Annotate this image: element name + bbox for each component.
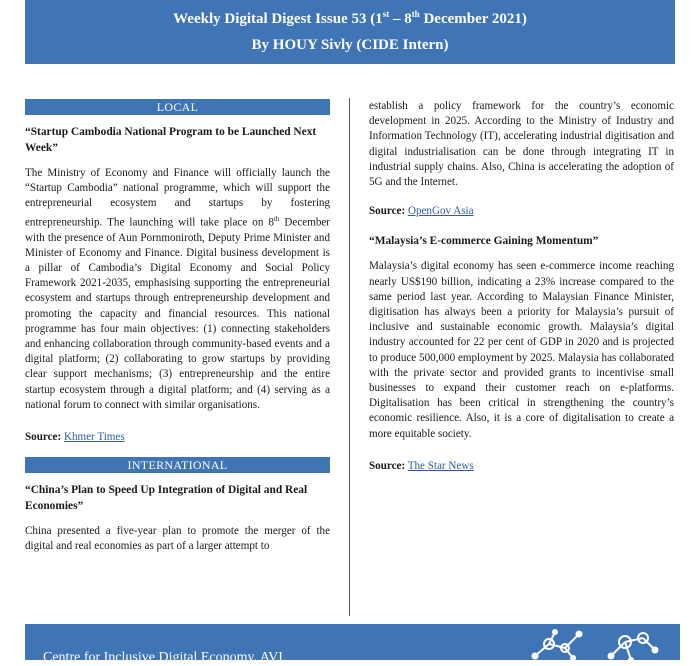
china-source: Source: OpenGov Asia bbox=[369, 205, 474, 218]
china-article-continued: establish a policy framework for the country’s economic development in 2025. According to the Ministry of Industry and Information Technology (IT), accelerating industrial digitisation and digital industrialisation can be done through integrating IT in industrial supply chains. Also, China is accelerating the adoption of 5G and the Internet. bbox=[369, 100, 674, 189]
opengov-asia-link[interactable]: OpenGov Asia bbox=[407, 205, 474, 218]
china-article-title: “China’s Plan to Speed Up Integration of Digital and Real Economies” bbox=[25, 484, 308, 513]
footer-banner bbox=[25, 624, 680, 665]
byline: By HOUY Sivly (CIDE Intern) bbox=[251, 37, 449, 53]
column-divider bbox=[349, 98, 350, 616]
footer-org-name: Centre for Inclusive Digital Economy, AVI bbox=[43, 650, 283, 665]
network-nodes-icon bbox=[515, 626, 665, 660]
malaysia-article-body: Malaysia’s digital economy has seen e-commerce income reaching nearly US$190 billion, indicating a 23% increase compared to the same period last year. According to Malaysian Finance Minister, digitisation has always been a priority for Malaysia’s pursuit of inclusive and sustainable economic growth. Malaysia’s digital industry accounted for 22 per cent of GDP in 2020 and is projected to produce 500,000 employment by 2025. Malaysia has collaborated with the private sector and provided grants to incentivise small businesses to expand their customer reach on e-platforms. Digitalisation has been critical in strengthening the country’s economic resilience. Also, it is a core of digitalisation to create a more equitable society. bbox=[369, 260, 674, 440]
left-column bbox=[25, 99, 330, 555]
section-international-heading: INTERNATIONAL bbox=[25, 457, 330, 473]
malaysia-article-title: “Malaysia’s E-commerce Gaining Momentum” bbox=[369, 235, 599, 248]
local-source: Source: Khmer Times bbox=[25, 430, 125, 443]
right-column bbox=[369, 99, 674, 486]
section-local-heading: LOCAL bbox=[25, 99, 330, 115]
china-article-body: China presented a five-year plan to promote the merger of the digital and real economies as part of a larger attempt to bbox=[25, 525, 330, 553]
khmer-times-link[interactable]: Khmer Times bbox=[63, 430, 125, 443]
local-article-body: The Ministry of Economy and Finance will officially launch the “Startup Cambodia” national programme, which will support the entrepreneurial ecosystem and startups by fostering entrepreneurship. The launching will take place on 8th December with the presence of Aun Pornmoniroth, Deputy Prime Minister and Minister of Economy and Finance. Digital business development is a pillar of Cambodia’s Digital Economy and Social Policy Framework 2021-2035, emphasising supporting the entrepreneurial ecosystem and startups through entrepreneurship development and promoting the capacity and financial resources. This national programme has four main objectives: (1) connecting stakeholders and enhancing collaboration through community-based events and a digital platform; (2) collaborating to grow startups by providing clear support mechanisms; (3) entrepreneurship and the entire startup ecosystem through a digital platform; and (4) serving as a national forum to connect with similar organisations. bbox=[25, 167, 330, 411]
local-article-title: “Startup Cambodia National Program to be Launched Next Week” bbox=[25, 126, 317, 154]
the-star-news-link[interactable]: The Star News bbox=[407, 459, 474, 472]
header-banner bbox=[25, 0, 675, 64]
malaysia-source: Source: The Star News bbox=[369, 459, 474, 472]
issue-title: Weekly Digital Digest Issue 53 (1st – 8th December 2021) bbox=[173, 9, 527, 27]
